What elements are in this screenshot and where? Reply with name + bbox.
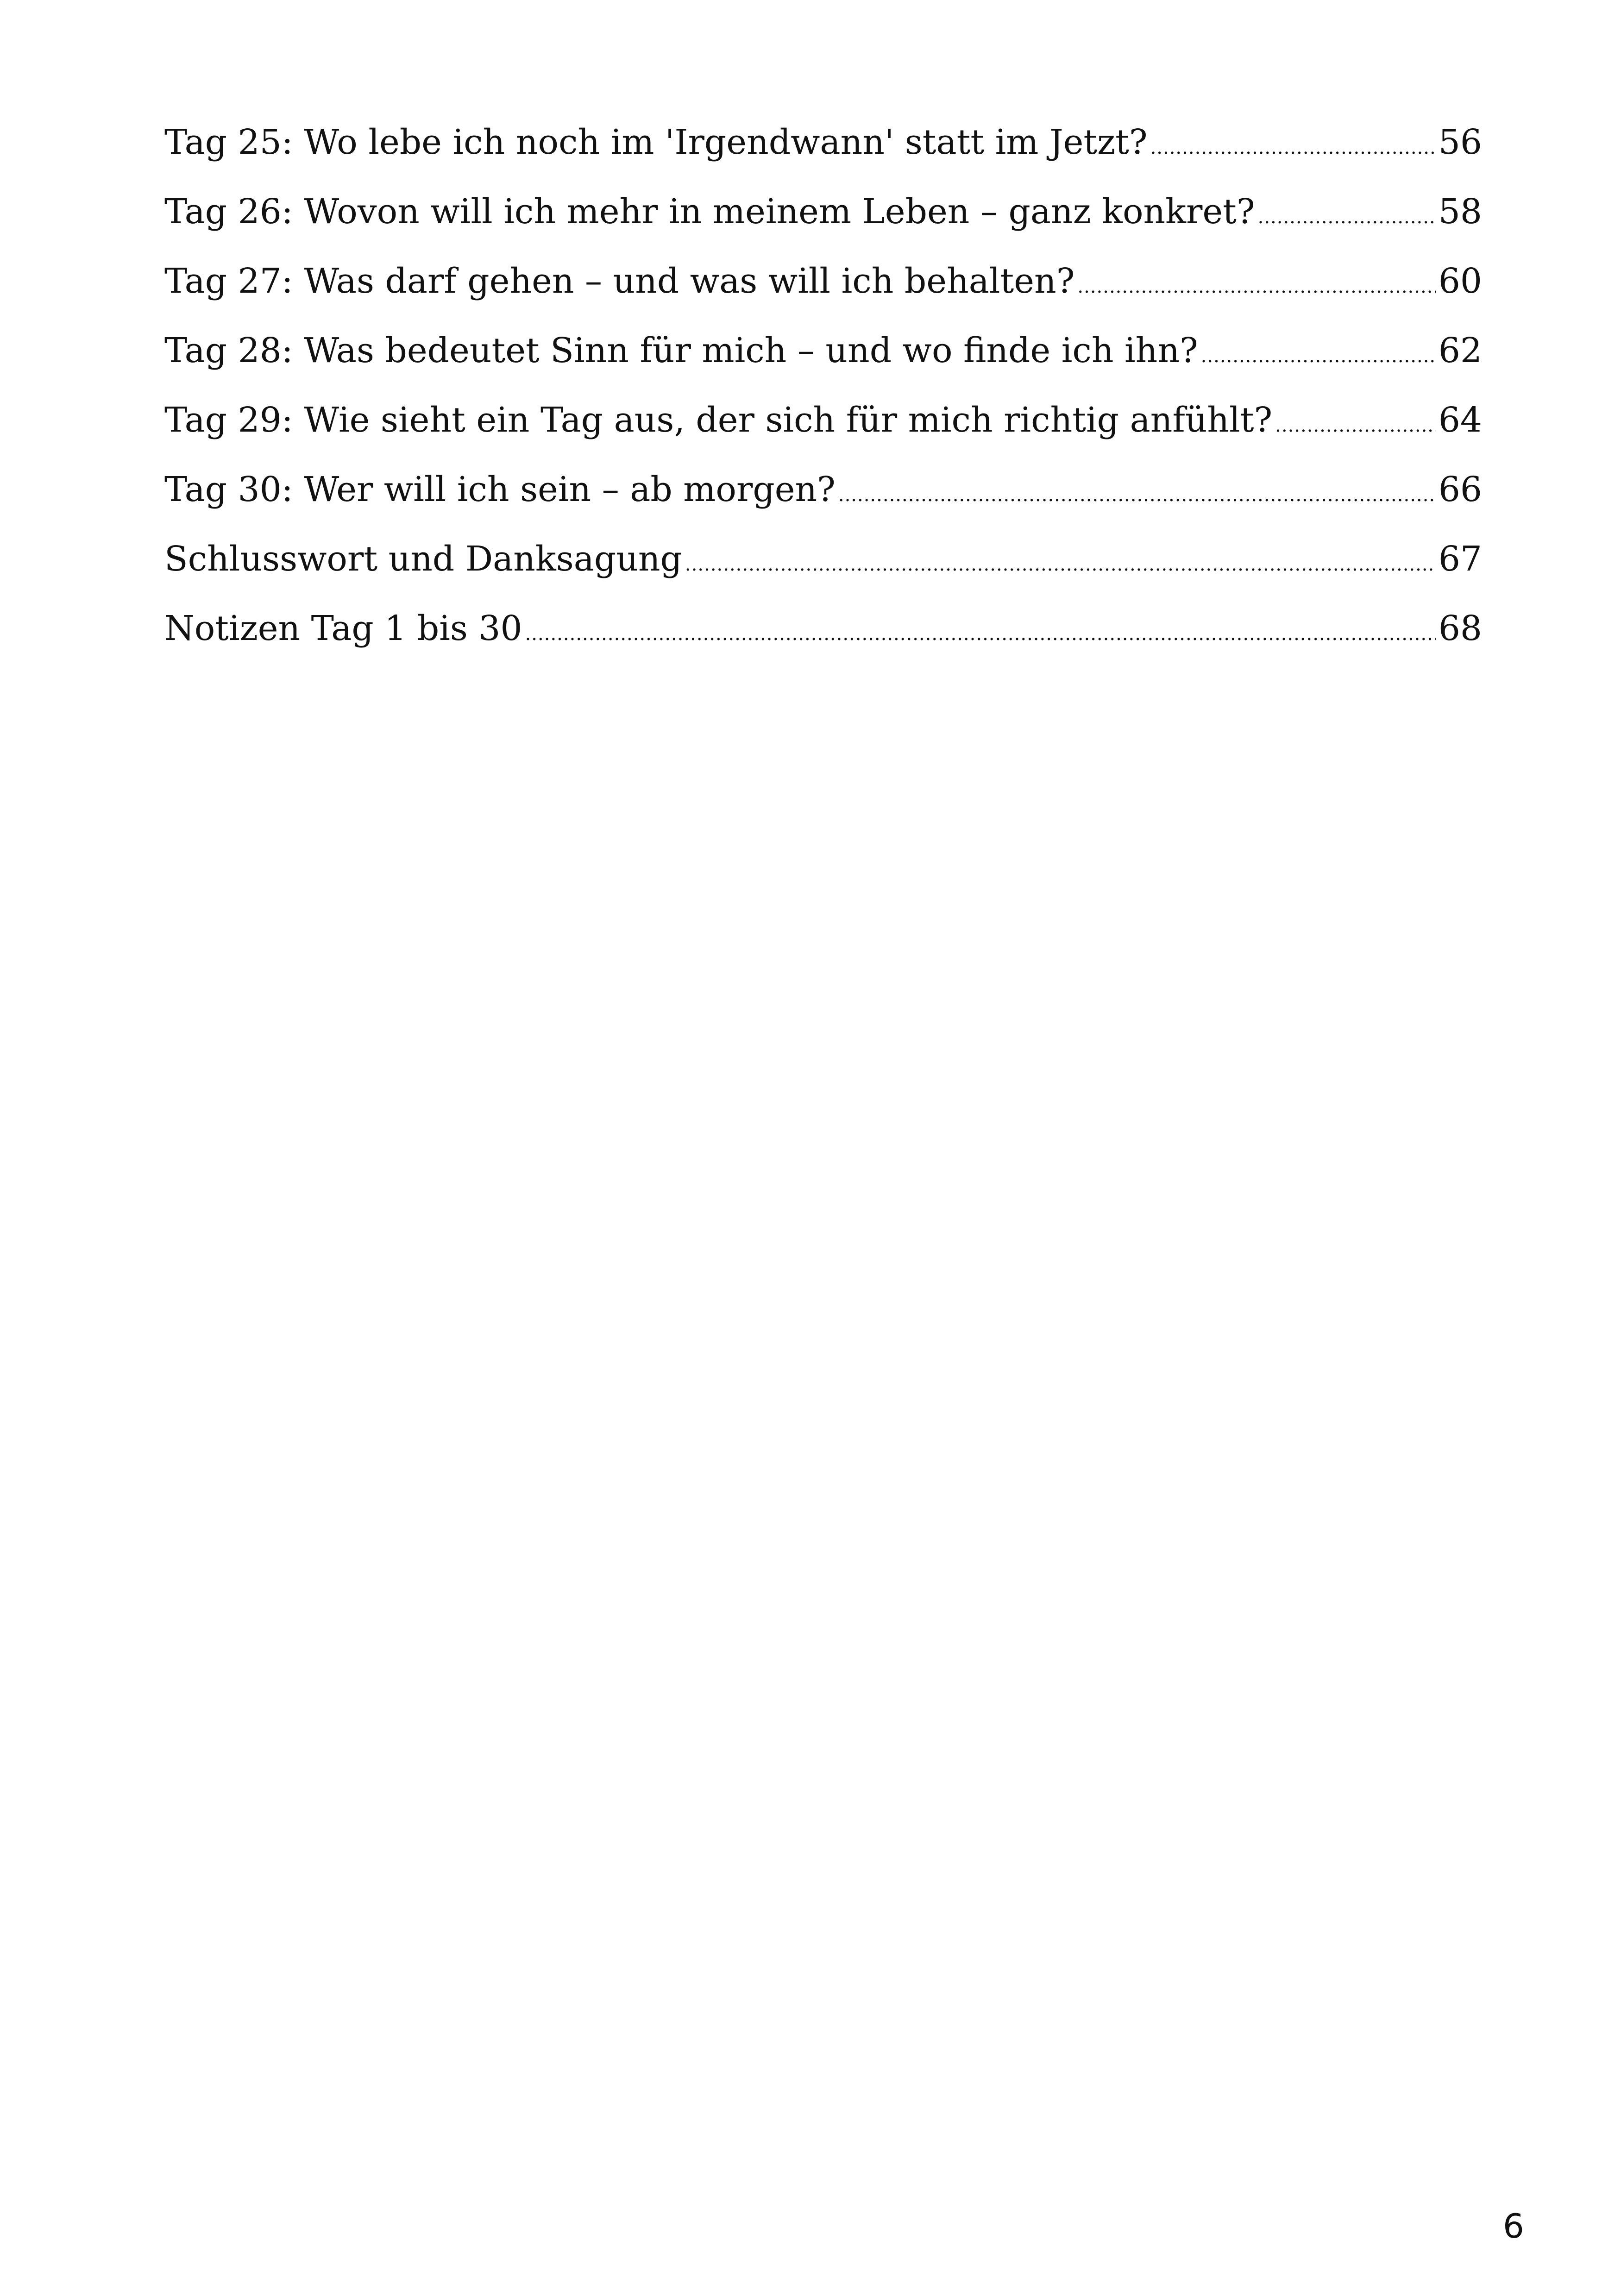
toc-entry-page: 66: [1438, 470, 1482, 509]
toc-dot-leader: [1258, 208, 1436, 226]
toc-entry-page: 56: [1438, 122, 1482, 162]
toc-dot-leader: [838, 486, 1436, 504]
toc-dot-leader: [685, 555, 1436, 574]
toc-dot-leader: [1275, 416, 1436, 435]
toc-dot-leader: [1150, 138, 1436, 157]
toc-entry-tag-30[interactable]: [164, 455, 1482, 524]
toc-entry-title: Tag 25: Wo lebe ich noch im 'Irgendwann' statt im Jetzt?: [164, 122, 1148, 162]
toc-entry-title: Tag 30: Wer will ich sein – ab morgen?: [164, 470, 836, 509]
page-number: 6: [1503, 2207, 1524, 2246]
toc-dot-leader: [1077, 277, 1435, 296]
toc-entry-title: Tag 29: Wie sieht ein Tag aus, der sich für mich richtig anfühlt?: [164, 400, 1273, 440]
table-of-contents: [164, 107, 1482, 663]
toc-entry-schlusswort[interactable]: [164, 524, 1482, 594]
toc-entry-title: Schlusswort und Danksagung: [164, 539, 682, 579]
toc-entry-title: Tag 27: Was darf gehen – und was will ich behalten?: [164, 261, 1075, 301]
toc-entry-tag-25[interactable]: [164, 107, 1482, 177]
toc-entry-title: Tag 28: Was bedeutet Sinn für mich – und wo finde ich ihn?: [164, 331, 1198, 370]
toc-entry-tag-28[interactable]: [164, 316, 1482, 385]
toc-entry-page: 60: [1438, 261, 1482, 301]
toc-entry-tag-27[interactable]: [164, 246, 1482, 316]
toc-entry-tag-29[interactable]: [164, 385, 1482, 455]
toc-entry-tag-26[interactable]: [164, 177, 1482, 246]
toc-dot-leader: [1201, 347, 1436, 365]
toc-entry-page: 67: [1438, 539, 1482, 579]
toc-entry-page: 68: [1438, 609, 1482, 648]
toc-entry-page: 62: [1438, 331, 1482, 370]
toc-entry-page: 58: [1438, 192, 1482, 232]
toc-dot-leader: [525, 625, 1436, 643]
toc-entry-title: Notizen Tag 1 bis 30: [164, 609, 522, 648]
toc-entry-notizen[interactable]: [164, 594, 1482, 663]
toc-entry-page: 64: [1438, 400, 1482, 440]
toc-entry-title: Tag 26: Wovon will ich mehr in meinem Leben – ganz konkret?: [164, 192, 1255, 232]
